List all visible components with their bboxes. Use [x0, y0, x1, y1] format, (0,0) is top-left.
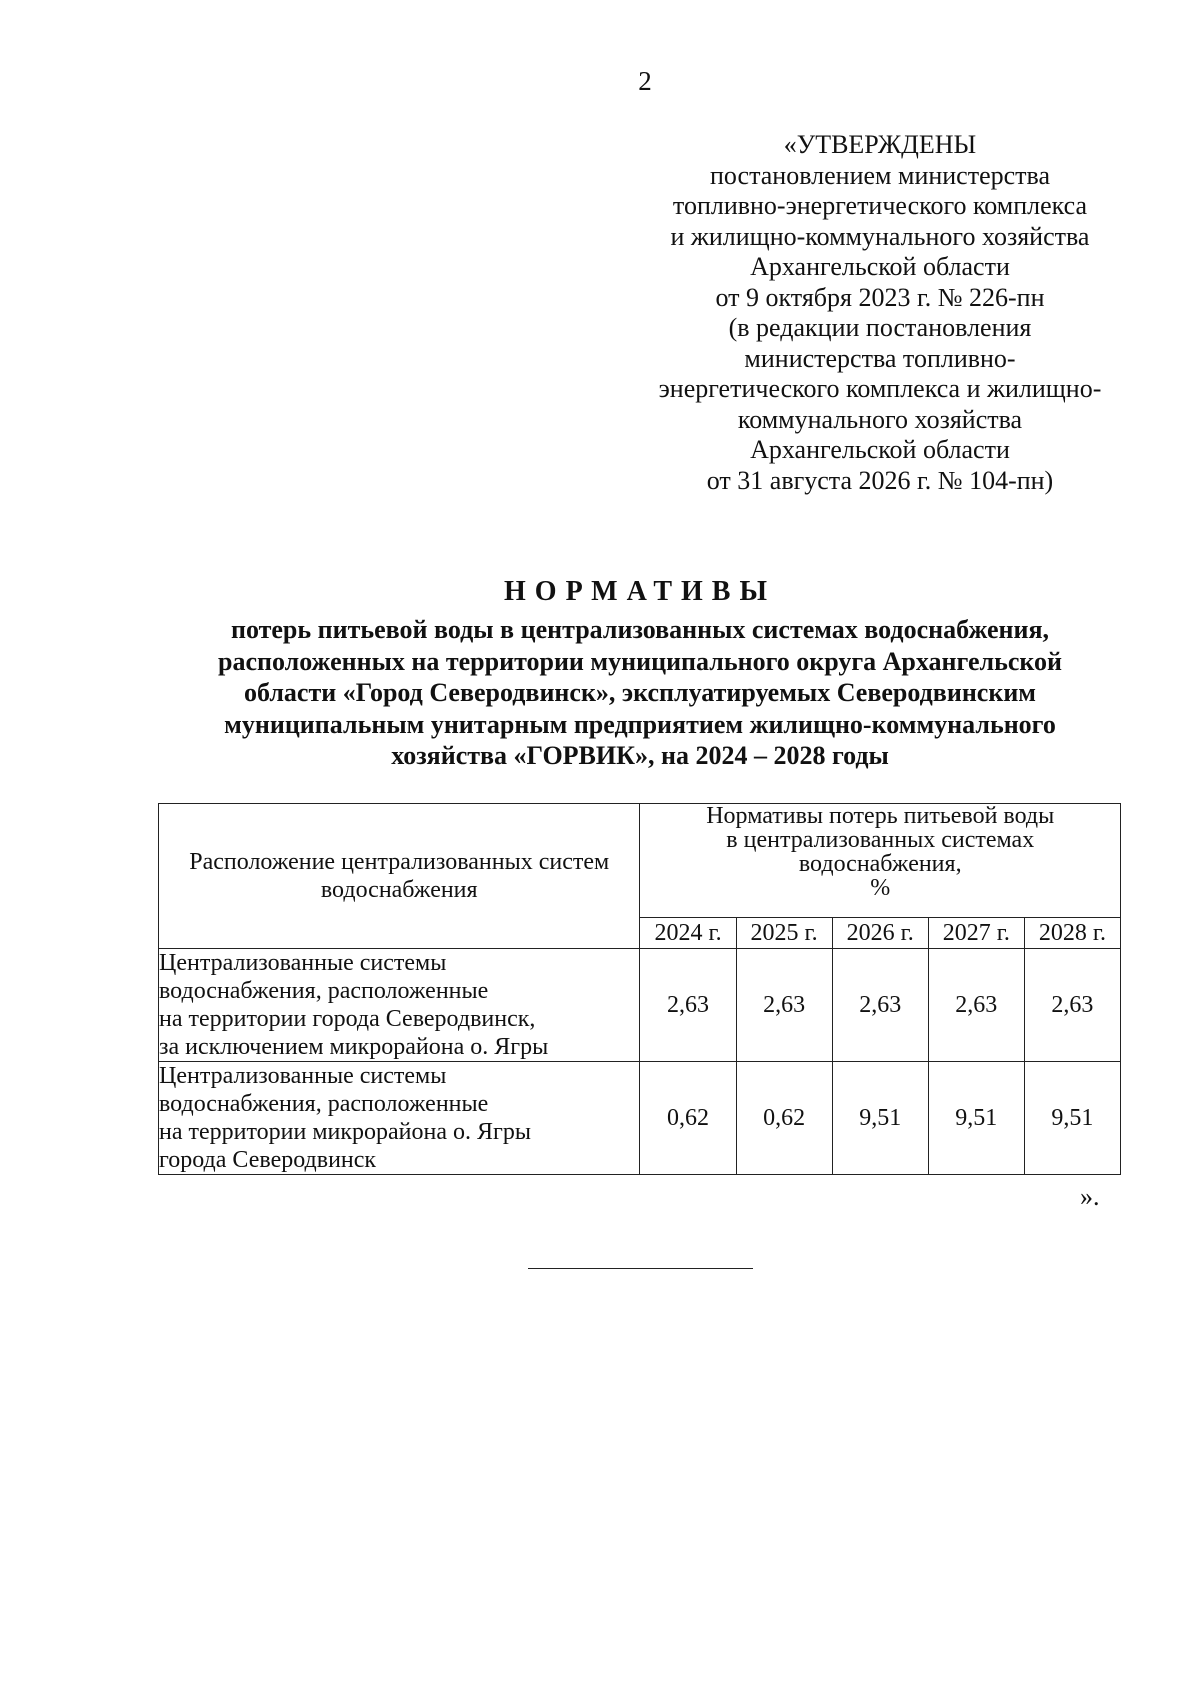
norms-table: [158, 803, 1121, 1175]
header-line: в централизованных системах: [726, 827, 1035, 853]
year-header: 2027 г.: [928, 918, 1024, 949]
approval-line: коммунального хозяйства: [737, 404, 1023, 434]
header-line: водоснабжения,: [798, 851, 962, 877]
approval-line: министерства топливно-: [744, 343, 1016, 373]
table-row: [159, 1062, 1121, 1175]
year-header: 2028 г.: [1024, 918, 1120, 949]
location-cell: [159, 949, 640, 1062]
approval-line: (в редакции постановления: [728, 313, 1032, 342]
approval-line: постановлением министерства: [709, 160, 1051, 190]
header-line: Расположение централизованных систем: [189, 849, 610, 875]
norms-column-header: [640, 804, 1121, 918]
location-line: водоснабжения, расположенные: [159, 1091, 489, 1117]
approval-line: Архангельской области: [750, 435, 1010, 464]
value-cell: 2,63: [1024, 949, 1120, 1062]
location-line: на территории микрорайона о. Ягры: [159, 1119, 531, 1145]
approval-line: энергетического комплекса и жилищно-: [658, 374, 1102, 403]
subtitle-line: расположенных на территории муниципального округа Архангельской: [217, 646, 1063, 676]
location-cell: [159, 1062, 640, 1175]
approval-block: [610, 130, 1150, 496]
closing-quote-mark: ».: [1080, 1182, 1100, 1211]
header-line: %: [870, 875, 891, 901]
page-number: 2: [638, 66, 652, 96]
location-line: на территории города Северодвинск,: [159, 1006, 536, 1032]
value-cell: 9,51: [1024, 1062, 1120, 1175]
subtitle-line: хозяйства «ГОРВИК», на 2024 – 2028 годы: [391, 741, 889, 770]
year-header: 2025 г.: [736, 918, 832, 949]
year-header: 2026 г.: [832, 918, 928, 949]
header-line: водоснабжения: [320, 877, 478, 903]
document-subtitle: [140, 614, 1140, 772]
header-line: Нормативы потерь питьевой воды: [706, 803, 1055, 829]
document-title: НОРМАТИВЫ: [504, 576, 776, 607]
approval-line: Архангельской области: [750, 252, 1010, 281]
approval-line: и жилищно-коммунального хозяйства: [670, 221, 1090, 251]
location-line: за исключением микрорайона о. Ягры: [159, 1034, 549, 1060]
year-header: 2024 г.: [640, 918, 736, 949]
location-column-header: [159, 804, 640, 949]
location-line: города Северодвинск: [159, 1147, 377, 1173]
value-cell: 0,62: [736, 1062, 832, 1175]
value-cell: 0,62: [640, 1062, 736, 1175]
subtitle-line: потерь питьевой воды в централизованных системах водоснабжения,: [230, 615, 1050, 644]
approval-line: топливно-энергетического комплекса: [672, 191, 1088, 220]
approval-line: от 31 августа 2026 г. № 104-пн): [706, 465, 1054, 495]
value-cell: 9,51: [832, 1062, 928, 1175]
approval-line: от 9 октября 2023 г. № 226-пн: [715, 282, 1045, 312]
value-cell: 2,63: [640, 949, 736, 1062]
subtitle-line: муниципальным унитарным предприятием жилищно-коммунального: [224, 709, 1056, 739]
value-cell: 9,51: [928, 1062, 1024, 1175]
location-line: водоснабжения, расположенные: [159, 978, 489, 1004]
value-cell: 2,63: [928, 949, 1024, 1062]
table-row: [159, 949, 1121, 1062]
approval-line: «УТВЕРЖДЕНЫ: [783, 130, 977, 159]
value-cell: 2,63: [736, 949, 832, 1062]
divider-line: [528, 1268, 753, 1269]
location-line: Централизованные системы: [159, 950, 447, 976]
value-cell: 2,63: [832, 949, 928, 1062]
subtitle-line: области «Город Северодвинск», эксплуатируемых Северодвинским: [243, 678, 1037, 707]
location-line: Централизованные системы: [159, 1063, 447, 1089]
